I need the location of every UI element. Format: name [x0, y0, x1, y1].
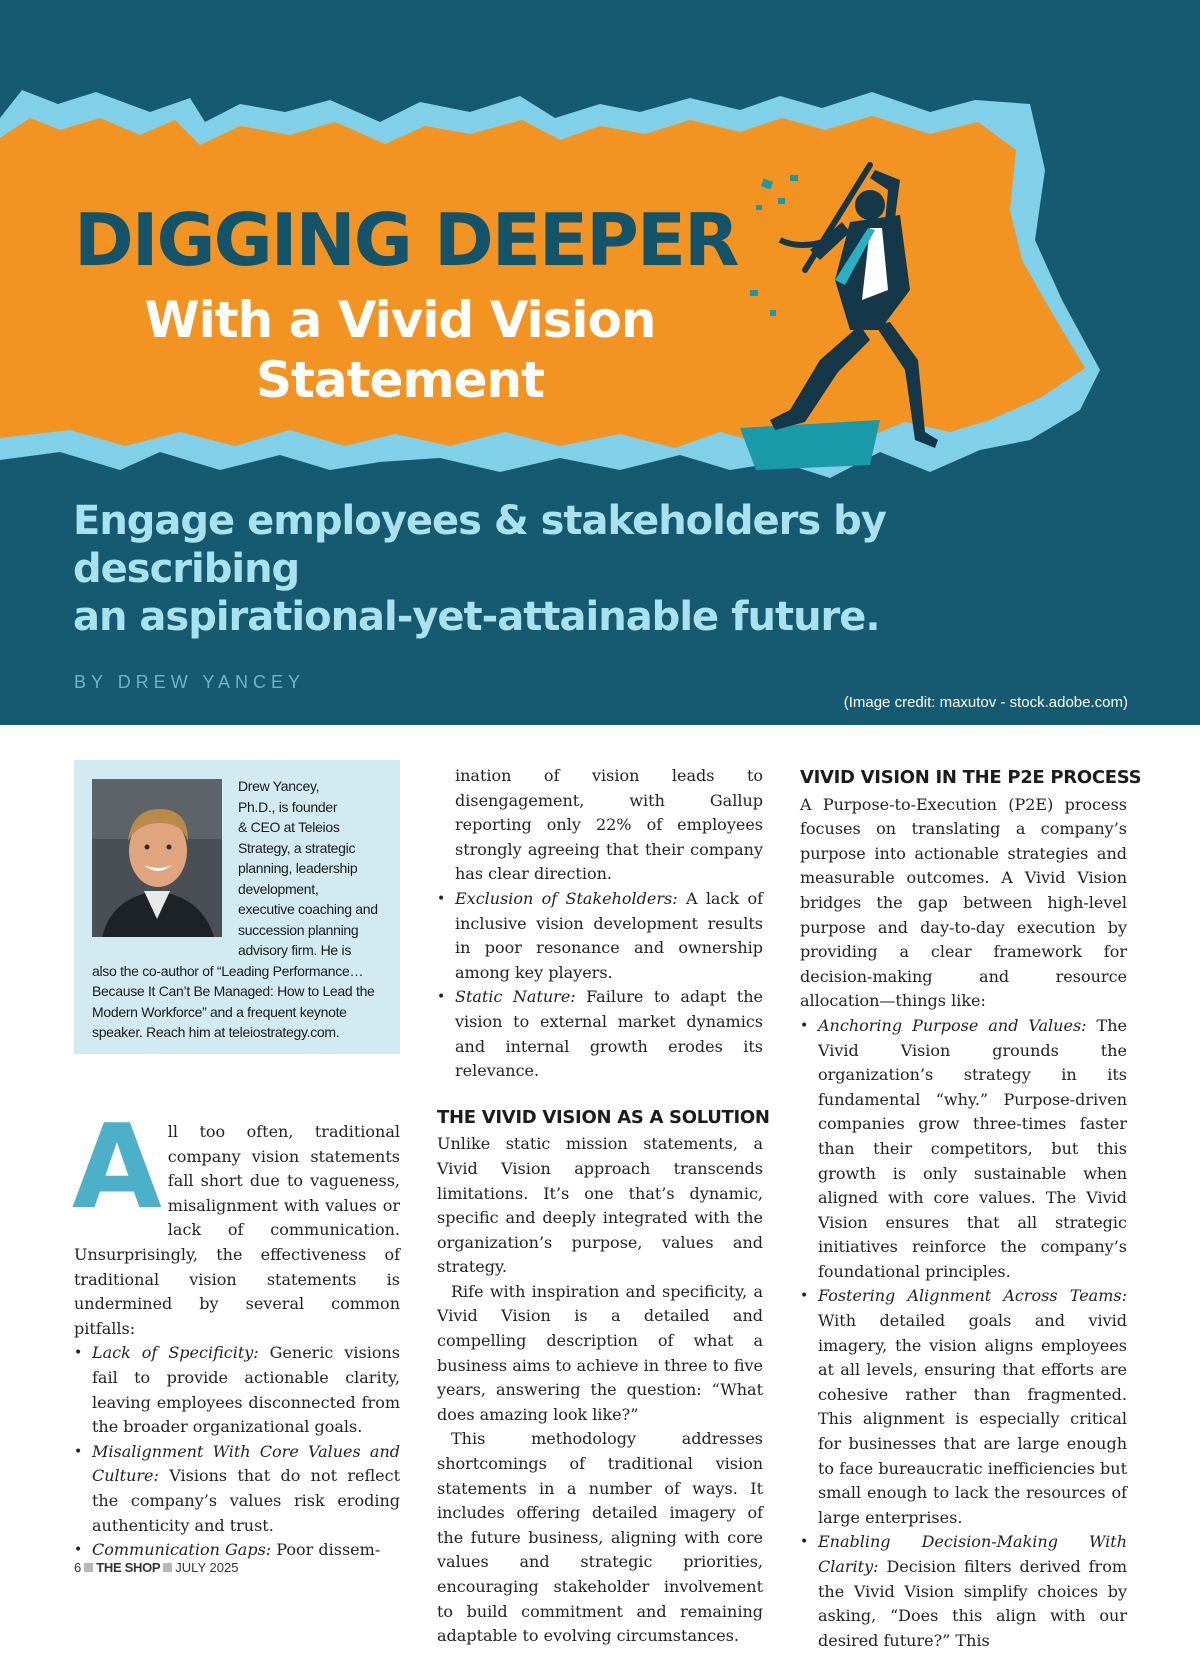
pitfall-text: Visions that do not reflect the company’s values risk eroding authenticity and trust. [92, 1466, 400, 1535]
image-credit: (Image credit: maxutov - stock.adobe.com) [843, 694, 1128, 711]
pitfall-item [74, 1440, 400, 1538]
author-bio-box [74, 760, 400, 1054]
pitfall-text: Generic visions fail to provide actionable clarity, leaving employees disconnected from the broader organizational goals. [92, 1343, 400, 1437]
bio-line: advisory firm. He is [238, 942, 352, 958]
column-1 [74, 760, 400, 1563]
pitfall-lead: Static Nature: [455, 987, 576, 1007]
column-2 [437, 764, 770, 1649]
pitfall-lead: Misalignment With Core Values and Culture: [92, 1441, 400, 1486]
pitfall-text: A lack of inclusive vision development results in poor resonance and ownership among key players. [455, 888, 763, 982]
deck [73, 497, 1093, 641]
page-number: 6 [74, 1560, 82, 1575]
pitfall-item [437, 985, 763, 1083]
p2e-item [800, 1014, 1127, 1285]
section-heading: THE VIVID VISION AS A SOLUTION [437, 1106, 770, 1128]
dig-hole [740, 420, 880, 470]
subheadline-line: With a Vivid Vision [144, 291, 656, 349]
deck-line: Engage employees & stakeholders by describing [73, 498, 886, 592]
headline: DIGGING DEEPER [74, 198, 738, 282]
separator-square-icon [84, 1563, 93, 1572]
debris [750, 290, 758, 296]
bio-line: Ph.D., is founder [238, 798, 338, 815]
drop-cap: A [72, 1100, 162, 1235]
author-portrait-icon [92, 779, 222, 937]
bio-rest: also the co-author of “Leading Performance… Because It Can’t Be Managed: How to Lead the Modern Workforce” and a frequent keynote speaker. Reach him at teleiostrategy.com. [92, 962, 375, 1040]
column-3 [800, 766, 1142, 1653]
subheadline [120, 290, 680, 410]
p2e-item [800, 1284, 1127, 1530]
pitfall-item [437, 887, 763, 985]
bio-line: executive coaching and [238, 901, 378, 917]
pitfall-text: Poor dissem- [271, 1540, 381, 1560]
bio-line: development, [238, 880, 319, 897]
article-intro [72, 1100, 400, 1341]
intro-paragraph: ll too often, traditional company vision statements fall short due to vagueness, misalignment with values or lack of communication. Unsurprisingly, the effectiveness of traditional vision statements is undermined by several common pitfalls: [74, 1122, 400, 1338]
bio-line: Drew Yancey, [238, 778, 320, 794]
body-paragraph: Unlike static mission statements, a Vivid Vision approach transcends limitations. It’s one that’s dynamic, specific and deeply integrated with the organization’s purpose, values and strategy. [437, 1134, 763, 1277]
body-paragraph: Rife with inspiration and specificity, a Vivid Vision is a detailed and compelling description of what a business aims to achieve in three to five years, answering the question: “What does amazing look like?” [437, 1281, 763, 1424]
p2e-item [800, 1530, 1127, 1653]
debris [756, 205, 762, 210]
bio-line: Strategy, a strategic [238, 839, 356, 856]
pitfall-lead: Lack of Specificity: [92, 1343, 259, 1363]
p2e-lead: Enabling Decision-Making With Clarity: [818, 1532, 1127, 1576]
pitfall-lead: Exclusion of Stakeholders: [455, 888, 678, 908]
pitfall-lead: Communication Gaps: [92, 1540, 272, 1560]
body-paragraph: A Purpose-to-Execution (P2E) process focuses on translating a company’s purpose into actionable strategies and measurable outcomes. A Vivid Vision bridges the gap between high-level purpose and day-to-day execution by providing a clear framework for decision-making and resource allocation—things like: [800, 794, 1127, 1011]
byline: BY DREW YANCEY [74, 672, 306, 692]
bio-line: & CEO at Teleios [238, 819, 340, 835]
debris [778, 198, 785, 204]
bio-line: succession planning [238, 921, 359, 938]
section-heading: VIVID VISION IN THE P2E PROCESS [800, 767, 1142, 788]
debris [790, 175, 798, 181]
p2e-lead: Fostering Alignment Across Teams: [818, 1286, 1127, 1306]
bio-line: planning, leadership [238, 860, 358, 876]
p2e-text: The Vivid Vision grounds the organization’s strategy in its fundamental “why.” Purpose-driven companies grow three-times faster than their competitors, but this growth is only sustainable when aligned with core values. The Vivid Vision ensures that all strategic initiatives reinforce the company’s foundational principles. [818, 1015, 1127, 1281]
p2e-lead: Anchoring Purpose and Values: [818, 1015, 1087, 1035]
magazine-name: THE SHOP [96, 1560, 161, 1575]
pitfall-item [74, 1341, 400, 1439]
deck-line: an aspirational-yet-attainable future. [73, 594, 880, 640]
author-photo [92, 779, 222, 937]
pitfall-item [74, 1538, 400, 1563]
debris [770, 310, 776, 316]
page-footer [74, 1560, 238, 1575]
issue-date: JULY 2025 [175, 1560, 239, 1575]
pitfall-continued: ination of vision leads to disengagement, with Gallup reporting only 22% of employees strongly agreeing that their company has clear direction. [455, 766, 763, 884]
body-paragraph: This methodology addresses shortcomings of traditional vision statements in a number of ways. It includes offering detailed imagery of the future business, aligning with core values and strategic priorities, encouraging stakeholder involvement to build commitment and remaining adaptable to evolving circumstances. [437, 1429, 763, 1646]
p2e-text: Decision filters derived from the Vivid Vision simplify choices by asking, “Does this align with our desired future?” This [818, 1557, 1127, 1650]
hero-banner [0, 0, 1200, 725]
p2e-text: With detailed goals and vivid imagery, the vision aligns employees at all levels, ensuring that efforts are cohesive rather than fragmented. This alignment is especially critical for businesses that are large enough to face bureaucratic inefficiencies but small enough to lack the resources of large enterprises. [818, 1311, 1127, 1527]
subheadline-line: Statement [256, 351, 544, 409]
separator-square-icon [163, 1563, 172, 1572]
pitfall-text: Failure to adapt the vision to external market dynamics and internal growth erodes its relevance. [455, 987, 763, 1081]
